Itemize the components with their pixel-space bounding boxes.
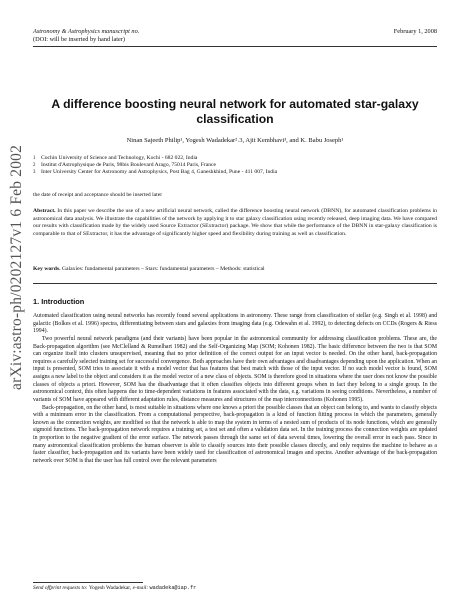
- affiliation-3: [33, 169, 437, 176]
- affiliation-text: Inter University Center for Astronomy and Astrophysics, Post Bag 4, Ganeshkhind, Pune - 411 007, India: [41, 169, 278, 176]
- keywords: [33, 266, 437, 274]
- arxiv-stamp[interactable]: arXiv:astro-ph/0202127v1 6 Feb 2002: [8, 144, 25, 390]
- body-text: [33, 313, 437, 466]
- paragraph: Two powerful neural network paradigms (and their variants) have been popular in the astronomical community for addressing classification problems. These are, the Back-propagation algorithm (see McClelland & Rumelhart 1982) and the Self-Organizing Map (SOM; Kohonen 1982). The basic difference between the two is that SOM can organize itself into clusters unsupervised, meaning that no prior definition of the correct output for an input vector is needed. On the other hand, back-propagation requires a carefully selected training set for successful convergence. Both approaches have their own advantages and disadvantages depending upon the application. When an input is presented, SOM tries to associate it with a model vector that has features that best match with those of the input vector. If no such model vector is found, SOM assigns a new label to the object and considers it as the model vector of a new class of objects. SOM is therefore good in situations where the user does not know the possible classes of objects a priori. However, SOM has the disadvantage that it often classifies objects into different groups when in fact they belong to a single group. In the astronomical context, this often happens due to time-dependent variations in features associated with the data, e.g. variations in seeing conditions. Nevertheless, a number of variants of SOM have appeared with different adaptation rules, distance measures and structures of the map interconnections (Kohonen 1995).: [33, 335, 437, 403]
- abstract-label: Abstract.: [33, 208, 56, 214]
- manuscript-date: February 1, 2008: [393, 28, 437, 35]
- keywords-label: Key words.: [33, 266, 61, 272]
- affiliation-number: 3: [33, 170, 36, 176]
- affiliations: [33, 155, 437, 177]
- footnote-name: Yogesh Wadadekar,: [88, 585, 132, 591]
- doi-line: (DOI: will be inserted by hand later): [33, 36, 125, 43]
- affiliation-text: Cochin University of Science and Technology, Kochi - 682 022, India: [41, 155, 198, 161]
- affiliation-1: [33, 155, 437, 162]
- title-line-2: classification: [196, 112, 274, 126]
- abstract-rule: [33, 283, 437, 284]
- section-heading: 1. Introduction: [33, 297, 85, 306]
- title-line-1: A difference boosting neural network for automated star-galaxy: [51, 97, 419, 111]
- abstract: [33, 208, 437, 238]
- keywords-text: Galaxies: fundamental parameters – Stars: fundamental parameters – Methods: statistical: [61, 266, 265, 272]
- paper-title: [33, 97, 437, 127]
- footnote-email[interactable]: wadadeka@iap.fr: [149, 585, 197, 591]
- paragraph: Automated classification using neural networks has recently found several applications in astronomy. These range from classification of stellar (e.g. Singh et al. 1998) and galactic (Bolkes et al. 1996) spectra, differentiating between stars and galaxies from imaging data (e.g. Odewahn et al. 1992), to detecting defects on CCDs (Rogers & Riess 1994).: [33, 313, 437, 335]
- footnote: [33, 585, 437, 592]
- author-list: Ninan Sajeeth Philip¹, Yogesh Wadadekar²˒3, Ajit Kembhavi³, and K. Babu Joseph¹: [126, 137, 344, 144]
- footnote-label: Send offprint requests to:: [33, 585, 88, 591]
- footnote-rule: [33, 582, 143, 583]
- affiliation-number: 1: [33, 156, 36, 161]
- header-rule: [33, 46, 437, 47]
- receipt-note: the date of receipt and acceptance should be inserted later: [33, 192, 163, 198]
- paragraph: Back-propagation, on the other hand, is most suitable in situations where one knows a priori the possible classes that an object can belong to, and wants to classify objects with a minimum error in the classification. From a computational perspective, back-propagation is a kind of function fitting process in which the parameters, generally known as the connection weights, are modified so that the network is able to map the system in terms of a nested sum of products of its node functions, which are generally sigmoid functions. The back-propagation network requires a training set, a test set and often a validation data set. In the training process the connection weights are updated in proportion to the negative gradient of the error surface. The network passes through the same set of data several times, lowering the overall error in each pass. Since in many astronomical classification problems the human observer is able to classify sources into their possible classes directly, and only requires the machine to behave as a faster classifier, back-propagation and its variants have been widely used for classification of astronomical images and spectra. Another advantage of the back-propagation network over SOM is that the user has full control over the relevant parameters: [33, 404, 437, 464]
- journal-line: Astronomy & Astrophysics manuscript no.: [33, 28, 140, 35]
- affiliation-number: 2: [33, 163, 36, 169]
- affiliation-text: Institut d'Astrophysique de Paris, 98bis Boulevard Arago, 75014 Paris, France: [41, 162, 217, 169]
- footnote-email-label: e-mail:: [132, 585, 149, 591]
- abstract-text: In this paper we describe the use of a new artificial neural network, called the difference boosting neural network (DBNN), for automated classification problems in astronomical data analysis. We illustrate the capabilities of the network by applying it to star galaxy classification using recently released, deep imaging data. We have compared our results with classification made by the widely used Source Extractor (SExtractor) package. We show that while the performance of the DBNN in star-galaxy classification is comparable to that of SExtractor, it has the advantage of significantly higher speed and flexibility during training as well as classification.: [33, 208, 438, 237]
